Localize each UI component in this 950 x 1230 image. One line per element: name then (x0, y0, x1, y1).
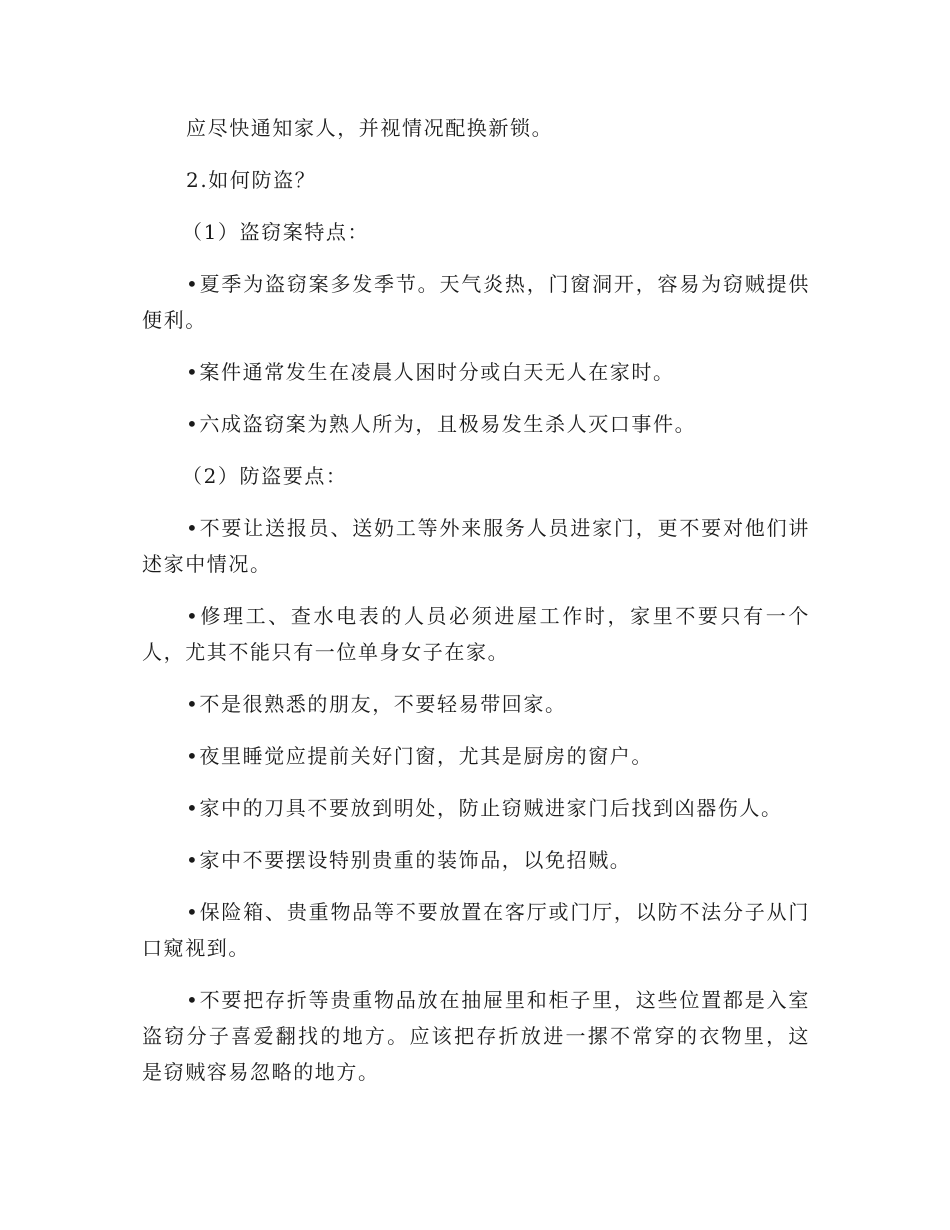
bullet-time-of-occurrence: •案件通常发生在凌晨人困时分或白天无人在家时。 (186, 360, 675, 384)
bullet-close-windows: •夜里睡觉应提前关好门窗，尤其是厨房的窗户。 (186, 744, 653, 768)
bullet-unfamiliar-friends: •不是很熟悉的朋友，不要轻易带回家。 (186, 692, 567, 716)
subheading-theft-characteristics: （1）盗窃案特点： (182, 220, 370, 244)
bullet-service-personnel: •不要让送报员、送奶工等外来服务人员进家门，更不要对他们讲述家中情况。 (142, 516, 810, 576)
document-body (142, 110, 810, 1106)
bullet-summer-season: •夏季为盗窃案多发季节。天气炎热，门窗洞开，容易为窃贼提供便利。 (142, 272, 810, 332)
bullet-knives: •家中的刀具不要放到明处，防止窃贼进家门后找到凶器伤人。 (186, 796, 783, 820)
bullet-decorations: •家中不要摆设特别贵重的装饰品，以免招贼。 (186, 848, 632, 872)
subheading-prevention-points: （2）防盗要点： (182, 464, 348, 488)
section-heading-anti-theft: 2.如何防盗？ (186, 168, 317, 192)
bullet-repair-workers: •修理工、查水电表的人员必须进屋工作时，家里不要只有一个人，尤其不能只有一位单身女子在家。 (142, 604, 810, 664)
bullet-safe-placement: •保险箱、贵重物品等不要放置在客厅或门厅，以防不法分子从门口窥视到。 (142, 900, 810, 960)
bullet-passbook-storage: •不要把存折等贵重物品放在抽屉里和柜子里，这些位置都是入室盗窃分子喜爱翻找的地方。应该把存折放进一摞不常穿的衣物里，这是窃贼容易忽略的地方。 (142, 988, 810, 1084)
paragraph-notify-family: 应尽快通知家人，并视情况配换新锁。 (186, 116, 554, 140)
bullet-acquaintances: •六成盗窃案为熟人所为，且极易发生杀人灭口事件。 (186, 412, 697, 436)
